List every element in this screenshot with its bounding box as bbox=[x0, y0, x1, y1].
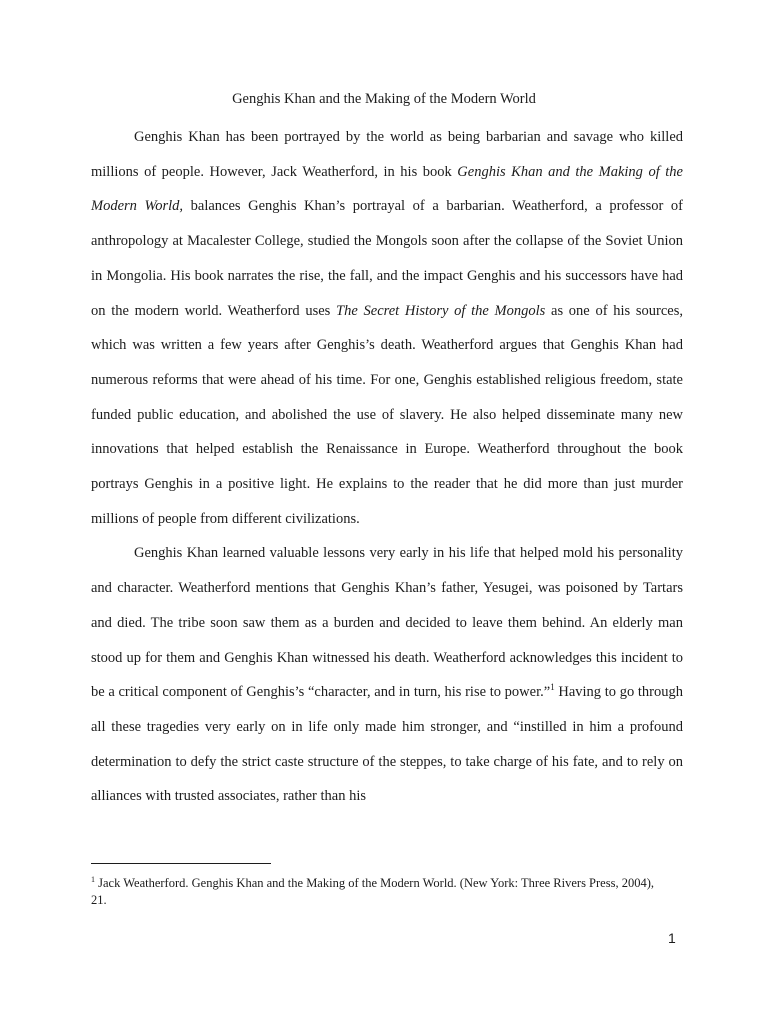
paragraph-2 bbox=[91, 536, 683, 814]
footnote-text: Jack Weatherford. Genghis Khan and the Making of the Modern World. (New York: Three Rivers Press, 2004), 21. bbox=[91, 876, 654, 908]
paragraph-text: balances Genghis Khan’s portrayal of a barbarian. Weatherford, a professor of anthropology at Macalester College, studied the Mongols soon after the collapse of the Soviet Union in Mongolia. His book narrates the rise, the fall, and the impact Genghis and his successors have had on the modern world. Weatherford uses bbox=[91, 198, 683, 319]
paragraph-1 bbox=[91, 120, 683, 536]
page-number: 1 bbox=[668, 930, 676, 946]
document-body bbox=[91, 120, 683, 814]
paragraph-text: Genghis Khan learned valuable lessons very early in his life that helped mold his personality and character. Weatherford mentions that Genghis Khan’s father, Yesugei, was poisoned by Tartars and died. The tribe soon saw them as a burden and decided to leave them behind. An elderly man stood up for them and Genghis Khan witnessed his death. Weatherford acknowledges this incident to be a critical component of Genghis’s “character, and in turn, his rise to power.” bbox=[91, 545, 683, 701]
source-title-italic: The Secret History of the Mongols bbox=[336, 302, 546, 319]
paragraph-text: Genghis Khan has been portrayed by the world as being barbarian and savage who killed millions of people. However, Jack Weatherford, in his book bbox=[91, 129, 683, 180]
document-title: Genghis Khan and the Making of the Modern World bbox=[232, 91, 536, 107]
footnote bbox=[91, 871, 661, 909]
footnote-reference: 1 bbox=[550, 682, 555, 693]
paragraph-text: Having to go through all these tragedies very early on in life only made him stronger, and “instilled in him a profound determination to defy the strict caste structure of the steppes, to take charge of his fate, and to rely on alliances with trusted associates, rather than his bbox=[91, 684, 683, 805]
paragraph-text: as one of his sources, which was written a few years after Genghis’s death. Weatherford argues that Genghis Khan had numerous reforms that were ahead of his time. For one, Genghis established religious freedom, state funded public education, and abolished the use of slavery. He also helped disseminate many new innovations that helped establish the Renaissance in Europe. Weatherford throughout the book portrays Genghis in a positive light. He explains to the reader that he did more than just murder millions of people from different civilizations. bbox=[91, 302, 683, 527]
book-title-italic: Genghis Khan and the Making of the Modern World, bbox=[91, 163, 683, 215]
footnote-marker: 1 bbox=[91, 875, 95, 884]
footnote-divider bbox=[91, 863, 271, 864]
